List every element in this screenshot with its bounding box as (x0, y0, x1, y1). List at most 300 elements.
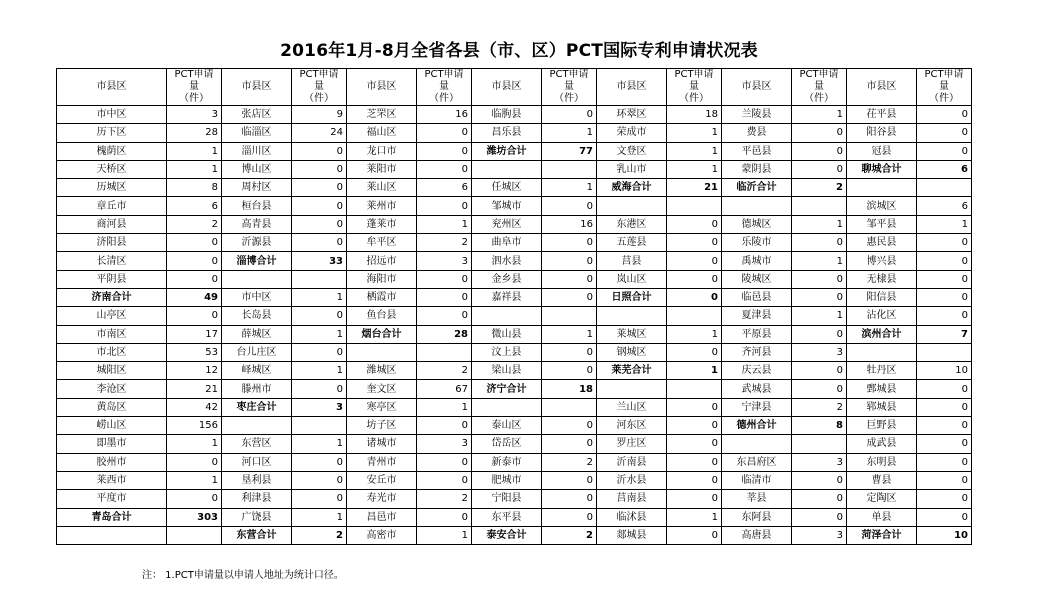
district-cell: 山亭区 (57, 307, 167, 325)
district-cell: 临邑县 (722, 288, 792, 306)
pct-count-cell (667, 380, 722, 398)
district-cell: 市北区 (57, 343, 167, 361)
table-row (57, 307, 972, 325)
pct-count-cell: 0 (542, 435, 597, 453)
pct-count-cell: 0 (917, 471, 972, 489)
pct-count-cell: 0 (167, 307, 222, 325)
pct-count-cell: 6 (417, 179, 472, 197)
table-body (57, 106, 972, 545)
pct-count-cell: 0 (792, 471, 847, 489)
header-pct-count: PCT申请量 （件） (542, 69, 597, 106)
district-cell: 历下区 (57, 124, 167, 142)
pct-count-cell: 0 (417, 471, 472, 489)
pct-count-cell: 42 (167, 398, 222, 416)
district-cell: 鱼台县 (347, 307, 417, 325)
pct-count-cell: 1 (292, 288, 347, 306)
district-cell: 潍坊合计 (472, 142, 542, 160)
district-cell: 河口区 (222, 453, 292, 471)
district-cell: 博兴县 (847, 252, 917, 270)
pct-count-cell: 2 (542, 453, 597, 471)
district-cell: 定陶区 (847, 490, 917, 508)
table-row (57, 343, 972, 361)
district-cell: 罗庄区 (597, 435, 667, 453)
pct-count-cell (917, 179, 972, 197)
district-cell: 曲阜市 (472, 234, 542, 252)
district-cell: 临沂合计 (722, 179, 792, 197)
district-cell: 郯城县 (597, 526, 667, 544)
district-cell: 夏津县 (722, 307, 792, 325)
pct-count-cell: 6 (917, 197, 972, 215)
pct-count-cell: 0 (417, 142, 472, 160)
table-row (57, 380, 972, 398)
pct-count-cell: 0 (792, 490, 847, 508)
district-cell: 桓台县 (222, 197, 292, 215)
pct-count-cell: 16 (542, 215, 597, 233)
pct-count-cell: 1 (417, 398, 472, 416)
pct-count-cell: 0 (292, 215, 347, 233)
pct-count-cell: 0 (542, 417, 597, 435)
pct-count-cell: 0 (292, 179, 347, 197)
district-cell: 环翠区 (597, 106, 667, 124)
district-cell: 坊子区 (347, 417, 417, 435)
district-cell: 台儿庄区 (222, 343, 292, 361)
pct-count-cell: 0 (167, 234, 222, 252)
pct-count-cell: 0 (792, 508, 847, 526)
district-cell: 诸城市 (347, 435, 417, 453)
district-cell: 河东区 (597, 417, 667, 435)
district-cell (597, 380, 667, 398)
pct-count-cell: 0 (792, 362, 847, 380)
pct-count-cell: 0 (417, 197, 472, 215)
pct-count-cell: 0 (542, 197, 597, 215)
district-cell: 阳谷县 (847, 124, 917, 142)
district-cell: 临沭县 (597, 508, 667, 526)
pct-count-cell: 0 (417, 288, 472, 306)
district-cell: 崂山区 (57, 417, 167, 435)
district-cell: 平阴县 (57, 270, 167, 288)
district-cell: 临清市 (722, 471, 792, 489)
pct-count-cell: 0 (667, 398, 722, 416)
pct-count-cell: 0 (667, 252, 722, 270)
pct-count-cell: 0 (292, 142, 347, 160)
pct-count-cell: 0 (917, 270, 972, 288)
pct-table (56, 68, 972, 545)
pct-count-cell: 0 (917, 490, 972, 508)
table-row (57, 215, 972, 233)
district-cell: 淄川区 (222, 142, 292, 160)
pct-count-cell (667, 307, 722, 325)
table-row (57, 398, 972, 416)
pct-count-cell: 1 (167, 435, 222, 453)
district-cell: 天桥区 (57, 160, 167, 178)
pct-count-cell: 7 (917, 325, 972, 343)
district-cell: 长清区 (57, 252, 167, 270)
header-pct-count: PCT申请量 （件） (667, 69, 722, 106)
district-cell: 平度市 (57, 490, 167, 508)
district-cell: 成武县 (847, 435, 917, 453)
district-cell (347, 343, 417, 361)
district-cell: 冠县 (847, 142, 917, 160)
district-cell: 鄄城县 (847, 380, 917, 398)
pct-count-cell: 3 (417, 252, 472, 270)
district-cell: 威海合计 (597, 179, 667, 197)
district-cell: 蓬莱市 (347, 215, 417, 233)
pct-count-cell: 28 (167, 124, 222, 142)
district-cell: 惠民县 (847, 234, 917, 252)
district-cell: 龙口市 (347, 142, 417, 160)
pct-count-cell: 0 (917, 288, 972, 306)
pct-count-cell: 0 (167, 270, 222, 288)
pct-count-cell: 2 (792, 398, 847, 416)
pct-count-cell: 2 (417, 234, 472, 252)
pct-count-cell: 1 (167, 160, 222, 178)
header-district: 市县区 (57, 69, 167, 106)
pct-count-cell: 0 (667, 417, 722, 435)
table-row (57, 197, 972, 215)
pct-count-cell: 0 (292, 471, 347, 489)
district-cell: 利津县 (222, 490, 292, 508)
district-cell: 槐荫区 (57, 142, 167, 160)
district-cell: 招远市 (347, 252, 417, 270)
district-cell: 岱岳区 (472, 435, 542, 453)
district-cell: 单县 (847, 508, 917, 526)
district-cell: 乳山市 (597, 160, 667, 178)
header-pct-count: PCT申请量 （件） (417, 69, 472, 106)
district-cell: 日照合计 (597, 288, 667, 306)
pct-count-cell: 0 (417, 417, 472, 435)
pct-count-cell: 0 (917, 142, 972, 160)
pct-count-cell: 77 (542, 142, 597, 160)
district-cell (847, 343, 917, 361)
pct-count-cell: 1 (292, 508, 347, 526)
district-cell (472, 398, 542, 416)
pct-count-cell: 0 (542, 288, 597, 306)
pct-count-cell: 156 (167, 417, 222, 435)
district-cell: 宁津县 (722, 398, 792, 416)
header-district: 市县区 (597, 69, 667, 106)
pct-count-cell: 6 (167, 197, 222, 215)
district-cell: 莱山区 (347, 179, 417, 197)
pct-count-cell: 0 (292, 453, 347, 471)
header-district: 市县区 (722, 69, 792, 106)
pct-count-cell: 2 (417, 362, 472, 380)
pct-count-cell: 0 (417, 453, 472, 471)
district-cell: 芝罘区 (347, 106, 417, 124)
page-title: 2016年1月-8月全省各县（市、区）PCT国际专利申请状况表 (280, 41, 758, 61)
district-cell: 历城区 (57, 179, 167, 197)
district-cell: 垦利县 (222, 471, 292, 489)
district-cell: 东营合计 (222, 526, 292, 544)
pct-count-cell: 0 (292, 197, 347, 215)
table-row (57, 453, 972, 471)
pct-count-cell: 0 (667, 471, 722, 489)
pct-count-cell: 0 (792, 160, 847, 178)
district-cell: 莱阳市 (347, 160, 417, 178)
district-cell: 曹县 (847, 471, 917, 489)
pct-count-cell: 67 (417, 380, 472, 398)
pct-count-cell: 0 (542, 252, 597, 270)
pct-count-cell (167, 526, 222, 544)
district-cell: 莒县 (597, 252, 667, 270)
pct-count-cell: 3 (292, 398, 347, 416)
pct-count-cell: 0 (417, 307, 472, 325)
district-cell: 市中区 (57, 106, 167, 124)
pct-count-cell: 0 (667, 343, 722, 361)
pct-count-cell: 1 (667, 362, 722, 380)
district-cell: 烟台合计 (347, 325, 417, 343)
district-cell: 市南区 (57, 325, 167, 343)
district-cell: 张店区 (222, 106, 292, 124)
pct-count-cell: 0 (667, 215, 722, 233)
district-cell: 岚山区 (597, 270, 667, 288)
pct-count-cell: 1 (292, 435, 347, 453)
district-cell: 青岛合计 (57, 508, 167, 526)
pct-count-cell: 1 (792, 252, 847, 270)
district-cell (722, 197, 792, 215)
district-cell: 章丘市 (57, 197, 167, 215)
pct-count-cell: 0 (792, 234, 847, 252)
pct-count-cell (917, 343, 972, 361)
pct-count-cell: 12 (167, 362, 222, 380)
district-cell: 临朐县 (472, 106, 542, 124)
district-cell (597, 197, 667, 215)
pct-count-cell: 0 (417, 124, 472, 142)
pct-count-cell: 1 (667, 508, 722, 526)
district-cell (472, 307, 542, 325)
table-header-row (57, 69, 972, 106)
pct-count-cell: 0 (917, 380, 972, 398)
district-cell: 文登区 (597, 142, 667, 160)
header-district: 市县区 (847, 69, 917, 106)
district-cell: 兖州区 (472, 215, 542, 233)
pct-count-cell: 0 (417, 270, 472, 288)
district-cell: 郓城县 (847, 398, 917, 416)
district-cell: 济阳县 (57, 234, 167, 252)
pct-count-cell: 28 (417, 325, 472, 343)
pct-count-cell: 24 (292, 124, 347, 142)
pct-count-cell: 1 (417, 526, 472, 544)
district-cell: 寿光市 (347, 490, 417, 508)
district-cell: 五莲县 (597, 234, 667, 252)
district-cell: 金乡县 (472, 270, 542, 288)
district-cell: 滕州市 (222, 380, 292, 398)
district-cell (847, 179, 917, 197)
district-cell: 临淄区 (222, 124, 292, 142)
table-row (57, 124, 972, 142)
district-cell (57, 526, 167, 544)
pct-count-cell: 17 (167, 325, 222, 343)
district-cell: 梁山县 (472, 362, 542, 380)
pct-count-cell (792, 197, 847, 215)
pct-count-cell: 0 (667, 490, 722, 508)
district-cell: 蒙阴县 (722, 160, 792, 178)
pct-count-cell: 0 (917, 252, 972, 270)
pct-count-cell: 3 (792, 526, 847, 544)
pct-count-cell: 2 (542, 526, 597, 544)
pct-count-cell: 0 (667, 526, 722, 544)
district-cell: 沂南县 (597, 453, 667, 471)
district-cell: 东港区 (597, 215, 667, 233)
pct-count-cell: 0 (917, 453, 972, 471)
district-cell: 阳信县 (847, 288, 917, 306)
pct-count-cell: 0 (542, 471, 597, 489)
table-row (57, 142, 972, 160)
table-row (57, 435, 972, 453)
pct-count-cell: 0 (917, 398, 972, 416)
district-cell: 禹城市 (722, 252, 792, 270)
district-cell: 淄博合计 (222, 252, 292, 270)
pct-count-cell: 9 (292, 106, 347, 124)
pct-count-cell: 0 (542, 362, 597, 380)
pct-count-cell: 3 (417, 435, 472, 453)
pct-count-cell: 0 (667, 435, 722, 453)
pct-count-cell (792, 435, 847, 453)
district-cell: 东昌府区 (722, 453, 792, 471)
district-cell: 市中区 (222, 288, 292, 306)
pct-count-cell: 0 (542, 490, 597, 508)
district-cell: 莱芜合计 (597, 362, 667, 380)
pct-count-cell: 1 (667, 124, 722, 142)
pct-count-cell (417, 343, 472, 361)
district-cell: 汶上县 (472, 343, 542, 361)
district-cell: 泰山区 (472, 417, 542, 435)
pct-count-cell: 0 (167, 252, 222, 270)
pct-count-cell: 1 (292, 325, 347, 343)
district-cell (222, 270, 292, 288)
district-cell: 高青县 (222, 215, 292, 233)
district-cell: 宁阳县 (472, 490, 542, 508)
pct-count-cell: 1 (667, 160, 722, 178)
pct-count-cell (542, 307, 597, 325)
district-cell: 新泰市 (472, 453, 542, 471)
district-cell: 武城县 (722, 380, 792, 398)
pct-count-cell: 0 (667, 234, 722, 252)
district-cell: 嘉祥县 (472, 288, 542, 306)
district-cell: 安丘市 (347, 471, 417, 489)
district-cell: 德城区 (722, 215, 792, 233)
pct-count-cell: 1 (292, 362, 347, 380)
district-cell: 东平县 (472, 508, 542, 526)
district-cell: 广饶县 (222, 508, 292, 526)
district-cell: 昌乐县 (472, 124, 542, 142)
district-cell: 高唐县 (722, 526, 792, 544)
district-cell: 枣庄合计 (222, 398, 292, 416)
district-cell (472, 160, 542, 178)
pct-count-cell: 0 (917, 307, 972, 325)
district-cell: 茌平县 (847, 106, 917, 124)
pct-count-cell: 0 (292, 234, 347, 252)
pct-count-cell: 0 (542, 343, 597, 361)
pct-count-cell: 49 (167, 288, 222, 306)
district-cell: 济南合计 (57, 288, 167, 306)
table-row (57, 508, 972, 526)
district-cell: 荣成市 (597, 124, 667, 142)
pct-count-cell: 0 (292, 307, 347, 325)
pct-count-cell: 0 (167, 453, 222, 471)
pct-count-cell: 0 (417, 508, 472, 526)
district-cell: 栖霞市 (347, 288, 417, 306)
pct-count-cell: 1 (792, 106, 847, 124)
district-cell: 福山区 (347, 124, 417, 142)
table-row (57, 252, 972, 270)
pct-count-cell: 1 (167, 142, 222, 160)
pct-count-cell: 2 (292, 526, 347, 544)
district-cell (222, 417, 292, 435)
pct-count-cell: 0 (917, 417, 972, 435)
district-cell: 莱城区 (597, 325, 667, 343)
district-cell: 东阿县 (722, 508, 792, 526)
pct-count-cell: 0 (667, 453, 722, 471)
pct-count-cell: 0 (292, 490, 347, 508)
pct-count-cell (667, 197, 722, 215)
pct-count-cell: 2 (792, 179, 847, 197)
district-cell: 城阳区 (57, 362, 167, 380)
table-row (57, 160, 972, 178)
header-district: 市县区 (347, 69, 417, 106)
district-cell: 奎文区 (347, 380, 417, 398)
pct-count-cell: 1 (417, 215, 472, 233)
district-cell: 菏泽合计 (847, 526, 917, 544)
pct-count-cell: 18 (542, 380, 597, 398)
pct-count-cell: 10 (917, 362, 972, 380)
district-cell (597, 307, 667, 325)
district-cell: 泗水县 (472, 252, 542, 270)
pct-count-cell: 53 (167, 343, 222, 361)
pct-count-cell: 10 (917, 526, 972, 544)
pct-count-cell: 6 (917, 160, 972, 178)
pct-count-cell (292, 417, 347, 435)
district-cell: 巨野县 (847, 417, 917, 435)
pct-count-cell: 0 (542, 106, 597, 124)
pct-count-cell: 1 (542, 124, 597, 142)
pct-count-cell: 0 (917, 508, 972, 526)
pct-count-cell: 1 (792, 215, 847, 233)
district-cell: 莱西市 (57, 471, 167, 489)
pct-count-cell: 2 (167, 215, 222, 233)
district-cell: 庆云县 (722, 362, 792, 380)
district-cell: 牟平区 (347, 234, 417, 252)
district-cell: 胶州市 (57, 453, 167, 471)
district-cell: 东明县 (847, 453, 917, 471)
district-cell: 沾化区 (847, 307, 917, 325)
district-cell: 济宁合计 (472, 380, 542, 398)
table-row (57, 490, 972, 508)
district-cell: 滨城区 (847, 197, 917, 215)
district-cell: 任城区 (472, 179, 542, 197)
pct-count-cell: 1 (167, 471, 222, 489)
district-cell: 薛城区 (222, 325, 292, 343)
district-cell: 周村区 (222, 179, 292, 197)
pct-count-cell: 0 (917, 124, 972, 142)
pct-count-cell: 0 (792, 288, 847, 306)
pct-count-cell: 3 (792, 453, 847, 471)
district-cell: 兰陵县 (722, 106, 792, 124)
district-cell: 兰山区 (597, 398, 667, 416)
pct-count-cell: 16 (417, 106, 472, 124)
district-cell: 无棣县 (847, 270, 917, 288)
pct-count-cell: 0 (917, 435, 972, 453)
pct-count-cell: 303 (167, 508, 222, 526)
pct-count-cell: 0 (292, 160, 347, 178)
district-cell: 寒亭区 (347, 398, 417, 416)
pct-count-cell (292, 270, 347, 288)
district-cell: 莱州市 (347, 197, 417, 215)
footnote: 注： 1.PCT申请量以申请人地址为统计口径。 (142, 570, 344, 581)
pct-count-cell: 0 (542, 508, 597, 526)
pct-count-cell: 0 (542, 270, 597, 288)
pct-count-cell: 0 (792, 380, 847, 398)
district-cell: 李沧区 (57, 380, 167, 398)
